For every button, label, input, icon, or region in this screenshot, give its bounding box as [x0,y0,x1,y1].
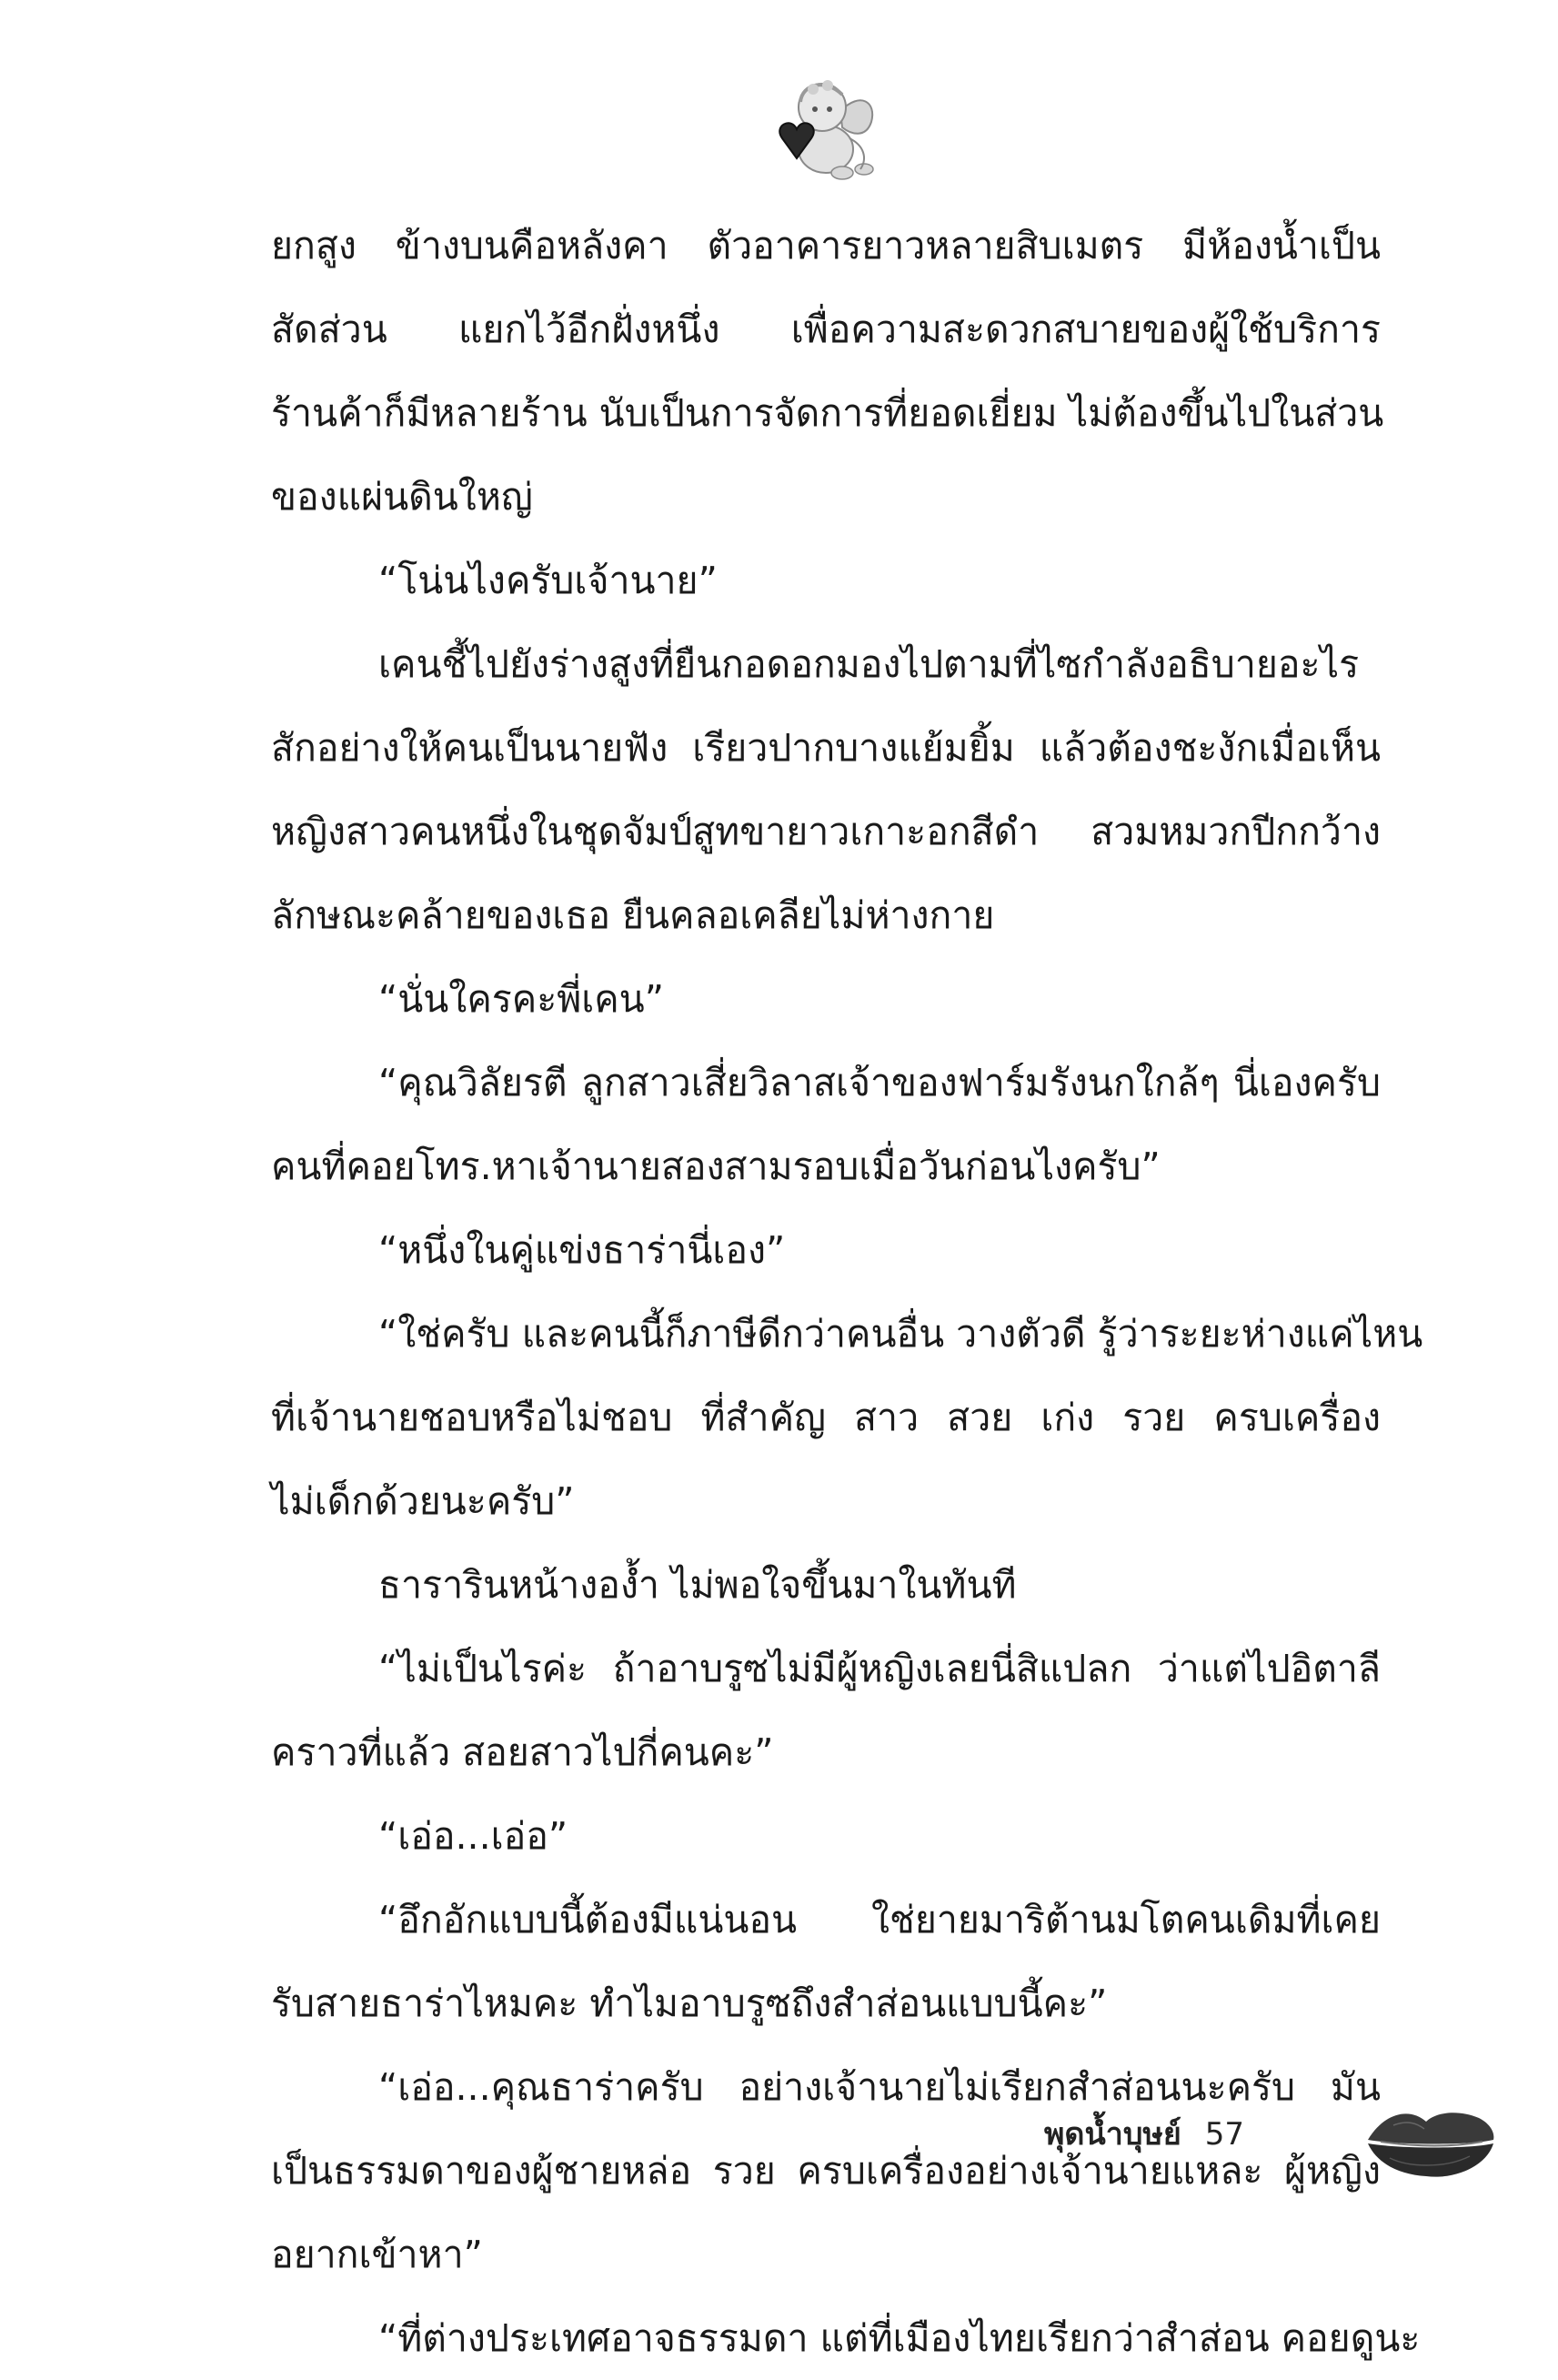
text-line: “หนึ่งในคู่แข่งธาร่านี่เอง” [378,1228,786,1272]
text-line: “อึกอักแบบนี้ต้องมีแน่นอน ใช่ยายมาริต้านมโตคนเดิมที่เคย [378,1898,1381,1941]
text-line: “คุณวิลัยรตี ลูกสาวเสี่ยวิลาสเจ้าของฟาร์มรังนกใกล้ๆ นี่เองครับ [378,1061,1381,1104]
text-line: “ที่ต่างประเทศอาจธรรมดา แต่ที่เมืองไทยเรียกว่าสำส่อน คอยดูนะ [378,2316,1421,2360]
text-line: ของแผ่นดินใหญ่ [271,475,533,519]
text-line: “โน่นไงครับเจ้านาย” [378,559,718,602]
text-line: “ใช่ครับ และคนนี้ก็ภาษีดีกว่าคนอื่น วางตัวดี รู้ว่าระยะห่างแค่ไหน [378,1312,1423,1356]
text-line: ไม่เด็กด้วยนะครับ” [271,1479,575,1523]
text-line: เป็นธรรมดาของผู้ชายหล่อ รวย ครบเครื่องอย่างเจ้านายแหละ ผู้หญิง [271,2149,1381,2193]
text-line: “ไม่เป็นไรค่ะ ถ้าอาบรูซไม่มีผู้หญิงเลยนี่สิแปลก ว่าแต่ไปอิตาลี [378,1647,1381,1690]
text-line: สัดส่วน แยกไว้อีกฝั่งหนึ่ง เพื่อความสะดวกสบายของผู้ใช้บริการ [271,308,1381,351]
text-line: ธารารินหน้างอง้ำ ไม่พอใจขึ้นมาในทันที [378,1563,1017,1607]
text-line: “นั่นใครคะพี่เคน” [378,977,664,1021]
text-line: เคนชี้ไปยังร่างสูงที่ยืนกอดอกมองไปตามที่ไซกำลังอธิบายอะไร [378,642,1360,686]
text-line: สักอย่างให้คนเป็นนายฟัง เรียวปากบางแย้มยิ้ม แล้วต้องชะงักเมื่อเห็น [271,726,1381,770]
text-line: อยากเข้าหา” [271,2233,483,2276]
text-line: รับสายธาร่าไหมคะ ทำไมอาบรูซถึงสำส่อนแบบนี้คะ” [271,1982,1108,2025]
text-line: ที่เจ้านายชอบหรือไม่ชอบ ที่สำคัญ สาว สวย เก่ง รวย ครบเครื่อง [271,1396,1381,1439]
page-number: 57 [1204,2116,1245,2153]
text-line: ยกสูง ข้างบนคือหลังคา ตัวอาคารยาวหลายสิบเมตร มีห้องน้ำเป็น [271,224,1381,267]
lips-kiss-icon [1362,2103,1499,2182]
text-line: คราวที่แล้ว สอยสาวไปกี่คนคะ” [271,1730,774,1774]
book-title: พุดน้ำบุษย์ [1044,2116,1181,2153]
page-footer [1044,2109,1244,2158]
text-line: ลักษณะคล้ายของเธอ ยืนคลอเคลียไม่ห่างกาย [271,893,995,937]
text-line: หญิงสาวคนหนึ่งในชุดจัมป์สูทขายาวเกาะอกสีดำ สวมหมวกปีกกว้าง [271,810,1381,853]
body-text [271,204,1423,2380]
cupid-heart-icon [769,75,879,186]
text-line: “เอ่อ...เอ่อ” [378,1814,568,1858]
text-line: ร้านค้าก็มีหลายร้าน นับเป็นการจัดการที่ยอดเยี่ยม ไม่ต้องขึ้นไปในส่วน [271,391,1384,435]
text-line: คนที่คอยโทร.หาเจ้านายสองสามรอบเมื่อวันก่อนไงครับ” [271,1145,1161,1188]
text-line: “เอ่อ...คุณธาร่าครับ อย่างเจ้านายไม่เรียกสำส่อนนะครับ มัน [378,2065,1381,2109]
